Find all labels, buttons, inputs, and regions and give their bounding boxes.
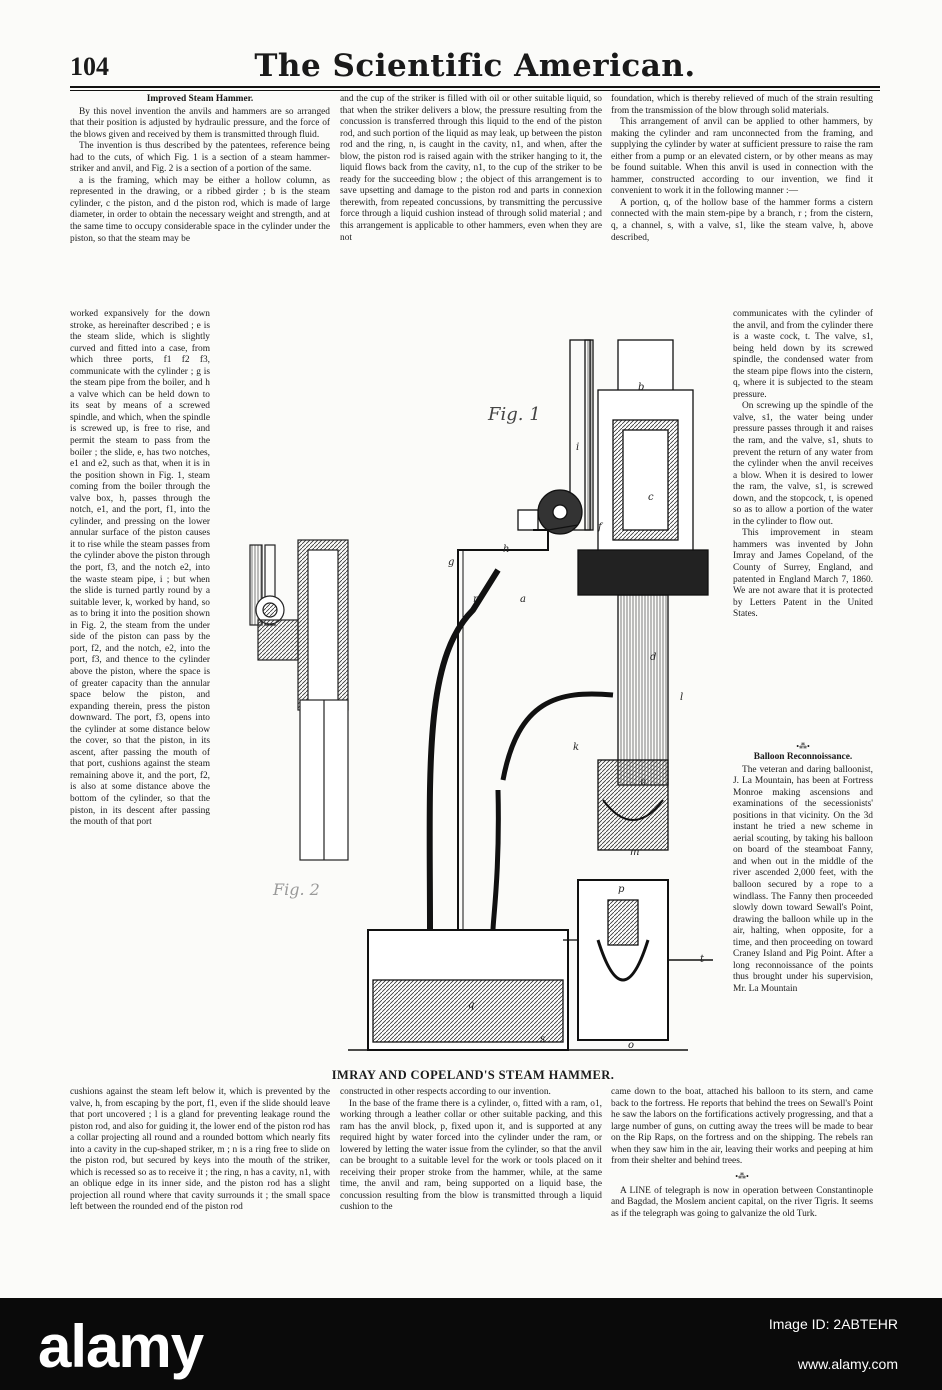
figure-letter: s (540, 1034, 546, 1045)
engraving-svg (218, 320, 728, 1068)
figure-caption: IMRAY AND COPELAND'S STEAM HAMMER. (331, 1068, 615, 1082)
column-1-bottom (70, 1087, 330, 1275)
header-rule-thin (70, 90, 880, 91)
fig-1-label: Fig. 1 (488, 404, 541, 425)
fig-1-drawing (348, 340, 713, 1050)
figure-letter: b (638, 382, 645, 393)
article-title-balloon: Balloon Reconnoissance. (753, 752, 853, 762)
article-title-steam-hammer: Improved Steam Hammer. (146, 94, 254, 104)
figure-letter: d (650, 652, 657, 663)
figure-letter: n (640, 777, 647, 788)
paragraph: constructed in other respects according to our invention. (340, 1087, 551, 1097)
figure-letter: q (468, 1000, 475, 1011)
paragraph: By this novel invention the anvils and hammers are so arranged that their position is adjusted by hydraulic pressure, and the force of the blows given and received by them is transmitted through fluid. (70, 106, 330, 140)
column-1-narrow (70, 309, 210, 1087)
figure-letter: i (576, 442, 580, 453)
fig-2-drawing (250, 540, 348, 860)
column-2-bottom (340, 1087, 602, 1275)
ornament: •⁂• (796, 742, 810, 751)
page-number: 104 (70, 52, 109, 81)
balloon-article (733, 742, 873, 1072)
alamy-logo: alamy (38, 1313, 204, 1380)
image-id: Image ID: 2ABTEHR (768, 1316, 898, 1332)
paragraph: The veteran and daring balloonist, J. La Mountain, has been at Fortress Monroe making ascensions and examinations of the secessionists' positions in that vicinity. On the 3d instant he tried a new scheme in aerial scouting, by taking his balloon on board of the steamboat Fanny, and when out in the middle of the river ascended 2,000 feet, with the balloon secured by a rope to a windlass. The Fanny then proceeded slowly down toward Sewall's Point, drawing the balloon while up in the air, halting, when opposite, for a time, and then proceeding on toward Craney Island and Pig Point. After a long reconnoissance of the points thus brought under his supervision, Mr. La Mountain (733, 764, 873, 994)
paragraph: This arrangement of anvil can be applied to other hammers, by making the cylinder and ram unconnected from the framing, and supplying the cylinder by water at sufficient pressure to raise the ram either from a pump or an elevated cistern, or by other means as may be found suitable. When this anvil is used in connection with the hammer, constructed according to our invention, we find it convenient to work it in the following manner :— (611, 117, 873, 197)
figure-letter: c (648, 492, 654, 503)
figure-letter: t (700, 954, 705, 965)
header-rule (70, 86, 880, 88)
paragraph: a is the framing, which may be either a hollow column, as represented in the drawing, or a ribbed girder ; b is the steam cylinder, c the piston, and d the piston rod, which is made of large diameter, in order to obtain the necessary weight and strength, and at the same time to occupy considerable space in the cylinder under the piston, so that the steam may be (70, 175, 330, 244)
paragraph: In the base of the frame there is a cylinder, o, fitted with a ram, o1, working through a leather collar or other suitable packing, and this ram has the anvil block, p, fixed upon it, and is supported at any required hight by water forced into the cylinder under the ram, or lowered by letting the water issue from the cylinder, so that the anvil can be brought to a suitable level for the work or tools placed on it receiving their proper stroke from the hammer, while, at the same time, the anvil and ram, being supported on a liquid base, the concussion resulting from the blow is transmitted through a liquid cushion to the (340, 1098, 602, 1213)
column-3-bottom (611, 1087, 873, 1277)
figure-letter: o (628, 1040, 635, 1051)
paragraph: communicates with the cylinder of the anvil, and from the cylinder there is a waste cock, t. The valve, s1, being held down by its screwed spindle, the condensed water from the steam pipe flows into the cistern, q, where it is subjected to the steam pressure. (733, 309, 873, 400)
figure-letter: p (618, 884, 625, 895)
paragraph: cushions against the steam left below it, which is prevented by the valve, h, from escaping by the port, f1, even if the slide should leave that port uncovered ; l is a gland for preventing leakage round the piston rod, and also for guiding it, the lower end of the piston rod has a collar projecting all round and a rounded bottom which nearly fits into a cavity in the cup-shaped striker, m ; n is a ring free to slide on the piston rod, but secured by keys into the mouth of the striker, which is recessed so as to receive it ; the ring, n has a cavity, n1, with an oblique edge in its inner side, and the piston rod has a slight projection all round where that cavity surrounds it ; the small space left between the rounded end of the piston rod (70, 1087, 330, 1213)
page-header (70, 46, 880, 86)
watermark-banner (0, 1298, 942, 1390)
figure-letter: m (630, 847, 640, 858)
figure-letter: f (598, 522, 602, 533)
masthead: The Scientific American. (254, 48, 696, 84)
figure-letter: k (573, 742, 580, 753)
figure-letter: l (680, 692, 684, 703)
telegraph-paragraph: A LINE of telegraph is now in operation between Constantinople and Bagdad, the Moslem ancient capital, on the river Tigris. It seems as if the telegraph was going to galvanize the old Turk. (611, 1185, 873, 1219)
column-2-top (340, 94, 602, 308)
ornament: •⁂• (735, 1171, 749, 1181)
figure-letter: r (473, 594, 478, 605)
column-3-narrow (733, 309, 873, 739)
paragraph: This improvement in steam hammers was invented by John Imray and James Copeland, of the County of Surrey, England, and patented in England March 7, 1860. We are not aware that it is protected by Letters Patent in the United States. (733, 528, 873, 620)
paragraph: foundation, which is thereby relieved of much of the strain resulting from the transmission of the blow through solid materials. (611, 94, 873, 116)
paragraph: and the cup of the striker is filled with oil or other suitable liquid, so that when the striker delivers a blow, the pressure resulting from the concussion is transferred through this liquid to the end of the piston rod, and such portion of the liquid as may leak, up between the piston rod and the ring, n, is caught in the cavity, n1, and when, after the blow, the piston rod is raised again with the striker hanging to it, the liquid flows back from the cavity, n1, to the cup of the striker to be ready for the succeeding blow ; the object of this arrangement is to save upsetting and damage to the piston rod and parts in connexion therewith, from repeated concussions, by transmitting the percussive force through a liquid cushion instead of through solid material ; and this arrangement is applicable to other hammers, even when they are not (340, 94, 602, 243)
paragraph: A portion, q, of the hollow base of the hammer forms a cistern connected with the main stem-pipe by a branch, r ; from the cistern, q, a channel, s, with a valve, s1, like the steam valve, h, above described, (611, 197, 873, 243)
fig-2-label: Fig. 2 (273, 880, 320, 899)
paragraph: worked expansively for the down stroke, as hereinafter described ; e is the steam slide, which is slightly curved and fitted into a case, from which three ports, f1 f2 f3, communicate with the cylinder ; g is the steam pipe from the boiler, and h a valve which can be held down to its seat by means of a screwed spindle, and which, when the spindle is screwed up, is free to rise, and permit the steam to pass from the boiler ; the slide, e, has two notches, e1 and e2, such as that, when it is in the position shown in Fig. 1, steam coming from the boiler through the valve box, h, passes through the notch, e1, and the port, f1, into the cylinder, and pressing on the lower annular surface of the piston causes it to rise while the steam passes from the cylinder above the piston through the port, f3, and the notch e2, into the waste steam pipe, i ; but when the slide is turned partly round by a suitable lever, k, worked by hand, so as to bring it into the position shown in Fig. 2, the steam from the under side of the piston can pass by the port, f2, and the notch, e2, into the port, f3, and thence to the cylinder above the piston, where the space is of greater capacity than the annular space below the piston, and expanding therein, press the piston downward. The port, f3, opens into the cylinder at some distance below the cover, so that the piston, in its ascent, after passing the mouth of that port, cushions against the steam remaining above it, and the port, f2, is also at some distance above the bottom of the cylinder, so that the piston, in its descent after passing the mouth of that port (70, 309, 210, 828)
watermark-url: www.alamy.com (797, 1356, 898, 1372)
paragraph: came down to the boat, attached his balloon to its stern, and came back to the fortress. He reports that behind the trees on Sewall's Point he saw the labors on the fortifications actively progressing, and that a large number of guns, on cutting away the trees will be made to bear on the Rip Raps, on the fortress and on the shipping. The rebels ran when they saw him in the air, leaving their works and peeping at him from their shelter and behind trees. (611, 1087, 873, 1167)
figure-letter: h (503, 544, 510, 555)
column-1-top (70, 94, 330, 308)
steam-hammer-engraving (218, 320, 728, 1068)
paragraph: The invention is thus described by the patentees, reference being had to the cuts, of which Fig. 1 is a section of a steam hammer-striker and anvil, and Fig. 2 is a section of a portion of the same. (70, 141, 330, 175)
column-3-top (611, 94, 873, 308)
paragraph: On screwing up the spindle of the valve, s1, the water being under pressure passes through it and raises the ram, and the valve, s1, shuts to prevent the return of any water from the cylinder when the anvil receives a blow. When it is desired to lower the ram, the valve, s1, is screwed down, and the stopcock, t, is opened so as to allow a portion of the water in the cylinder to flow out. (733, 401, 873, 527)
figure-letter: a (520, 594, 526, 605)
figure-letter: g (448, 557, 455, 568)
